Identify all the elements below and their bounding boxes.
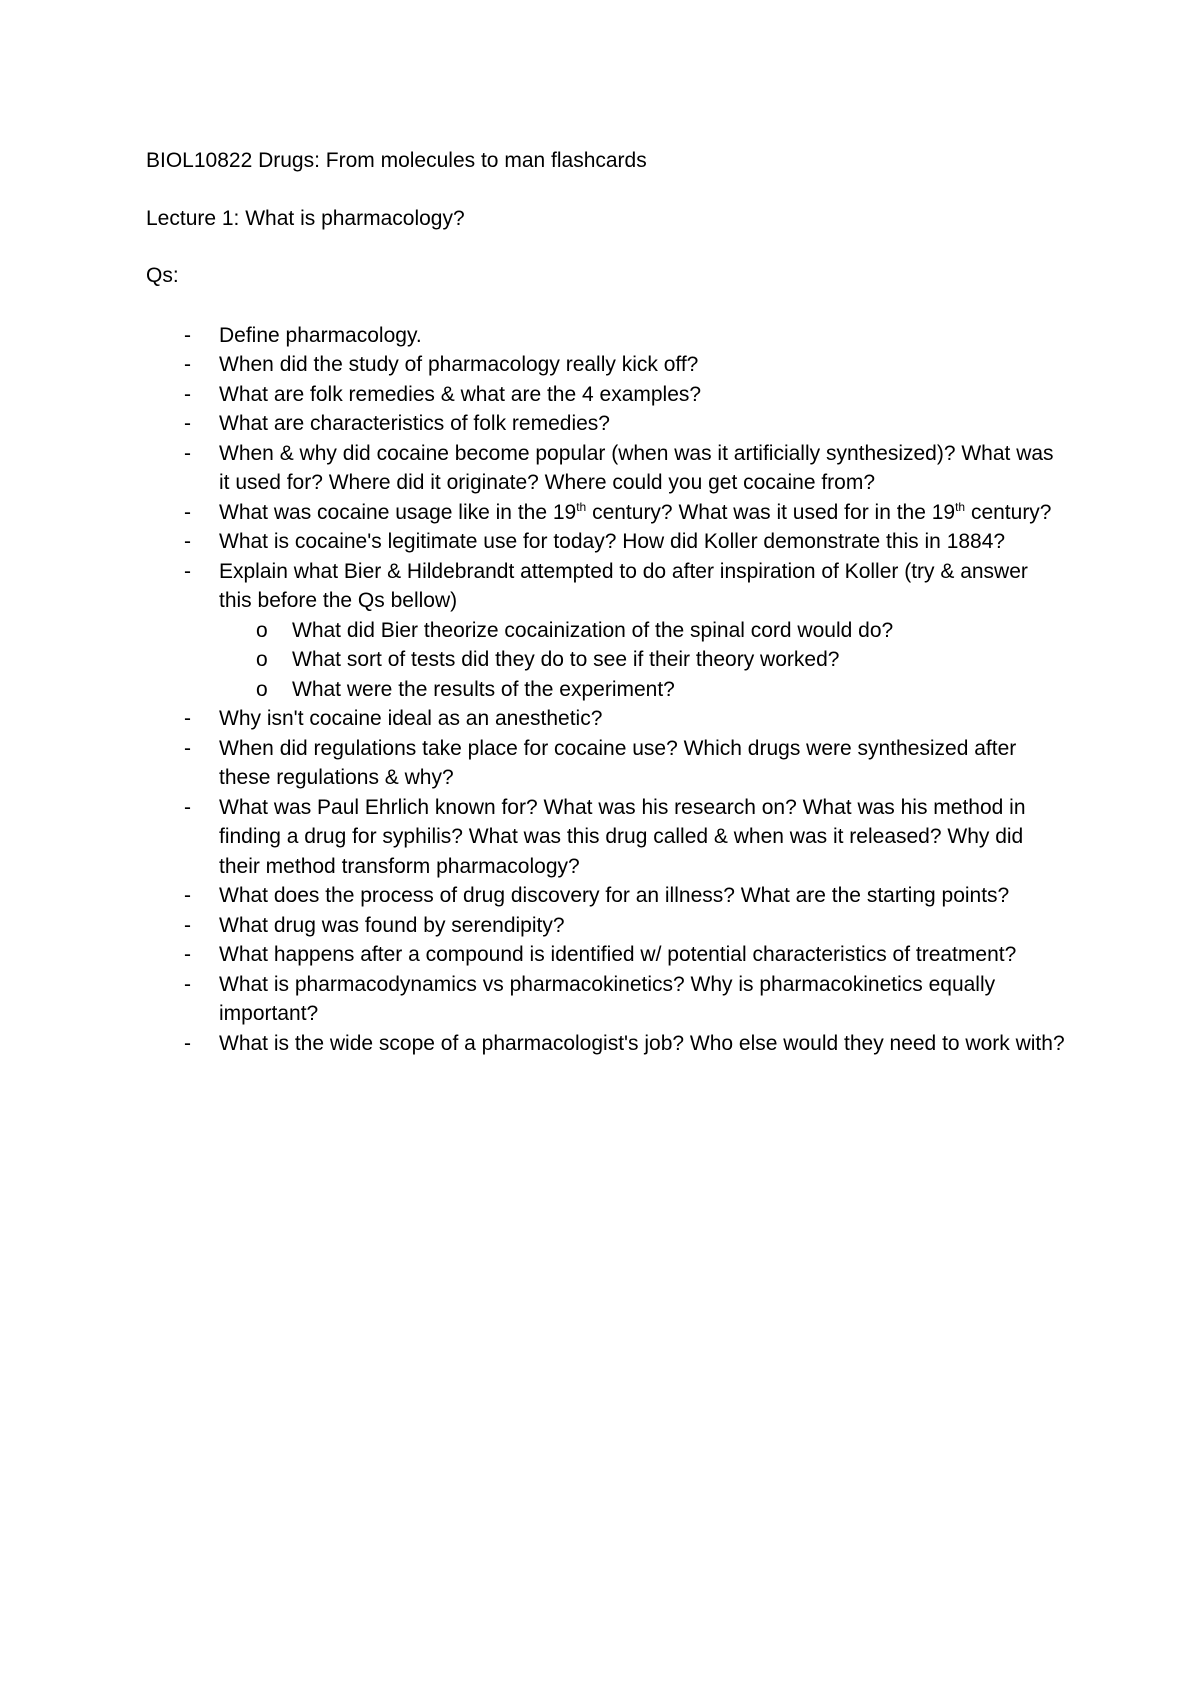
question-text: What is pharmacodynamics vs pharmacokinetics? Why is pharmacokinetics equally important?	[219, 972, 996, 1025]
sub-question-text: What sort of tests did they do to see if their theory worked?	[292, 648, 840, 671]
question-text: What is cocaine's legitimate use for today? How did Koller demonstrate this in 1884?	[219, 530, 1006, 553]
dash-bullet: -	[184, 1031, 191, 1055]
question-item	[146, 734, 1066, 793]
dash-bullet: -	[184, 412, 191, 435]
question-item	[146, 881, 1066, 911]
question-item	[146, 940, 1066, 970]
question-text: What are characteristics of folk remedies?	[219, 412, 610, 435]
sub-question-item	[146, 616, 1066, 646]
dash-bullet: -	[184, 943, 191, 966]
question-text: When did regulations take place for cocaine use? Which drugs were synthesized after these regulations & why?	[219, 736, 1017, 789]
questions-label: Qs:	[146, 264, 179, 287]
dash-bullet: -	[184, 441, 191, 465]
question-text-part: century?	[965, 500, 1052, 524]
dash-bullet: -	[184, 500, 191, 524]
question-item	[146, 409, 1066, 439]
question-item	[146, 321, 1066, 351]
dash-bullet: -	[184, 707, 191, 730]
question-text	[219, 501, 1052, 524]
circle-bullet: o	[256, 618, 268, 642]
question-text: Define pharmacology.	[219, 323, 422, 347]
question-item	[146, 439, 1066, 498]
dash-bullet: -	[184, 323, 191, 347]
question-item	[146, 793, 1066, 882]
dash-bullet: -	[184, 736, 191, 760]
question-text: Why isn't cocaine ideal as an anesthetic?	[219, 707, 603, 730]
question-item	[146, 557, 1066, 705]
sub-question-text: What were the results of the experiment?	[292, 677, 675, 701]
question-text: When did the study of pharmacology really kick off?	[219, 353, 699, 376]
superscript: th	[955, 499, 966, 514]
question-text: Explain what Bier & Hildebrandt attempted to do after inspiration of Koller (try & answer this before the Qs bellow)	[219, 559, 1028, 612]
question-item	[146, 911, 1066, 941]
dash-bullet: -	[184, 382, 191, 406]
sub-question-text: What did Bier theorize cocainization of the spinal cord would do?	[292, 618, 894, 642]
dash-bullet: -	[184, 913, 191, 937]
question-item	[146, 380, 1066, 410]
question-text-part: What was cocaine usage like in the 19	[219, 500, 577, 524]
question-text: What happens after a compound is identified w/ potential characteristics of treatment?	[219, 943, 1017, 966]
dash-bullet: -	[184, 530, 191, 553]
sub-question-list	[146, 616, 1066, 705]
dash-bullet: -	[184, 884, 191, 907]
question-text: What drug was found by serendipity?	[219, 913, 565, 937]
question-text: What was Paul Ehrlich known for? What was his research on? What was his method in finding a drug for syphilis? What was this drug called & when was it released? Why did their method transform pharmacology?	[219, 795, 1026, 878]
question-item	[146, 498, 1066, 528]
question-item	[146, 350, 1066, 380]
question-text-part: century? What was it used for in the 19	[586, 500, 956, 524]
sub-question-item	[146, 675, 1066, 705]
question-text: When & why did cocaine become popular (when was it artificially synthesized)? What was it used for? Where did it originate? Where could you get cocaine from?	[219, 441, 1054, 494]
document-title: BIOL10822 Drugs: From molecules to man flashcards	[146, 149, 647, 172]
dash-bullet: -	[184, 795, 191, 819]
lecture-heading: Lecture 1: What is pharmacology?	[146, 206, 465, 230]
superscript: th	[576, 499, 587, 514]
circle-bullet: o	[256, 677, 268, 701]
question-text: What are folk remedies & what are the 4 examples?	[219, 382, 702, 406]
question-text: What does the process of drug discovery for an illness? What are the starting points?	[219, 884, 1010, 907]
question-item	[146, 970, 1066, 1029]
sub-question-item	[146, 645, 1066, 675]
question-item	[146, 1029, 1066, 1059]
document-content	[146, 146, 1066, 1058]
question-text: What is the wide scope of a pharmacologist's job? Who else would they need to work with?	[219, 1031, 1065, 1055]
question-list	[146, 321, 1066, 1059]
dash-bullet: -	[184, 972, 191, 996]
question-item	[146, 527, 1066, 557]
dash-bullet: -	[184, 559, 191, 583]
dash-bullet: -	[184, 353, 191, 376]
question-item	[146, 704, 1066, 734]
circle-bullet: o	[256, 648, 268, 671]
